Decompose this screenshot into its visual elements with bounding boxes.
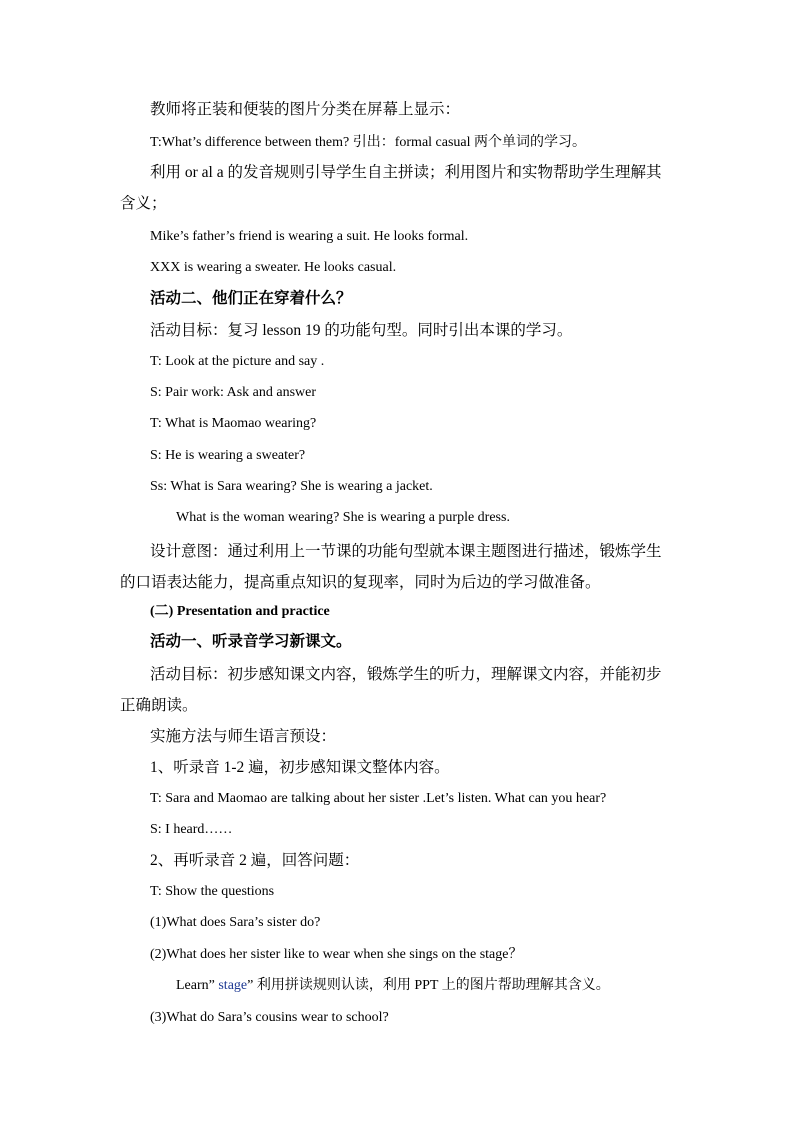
text-paragraph-3: 利用 or al a 的发音规则引导学生自主拼读；利用图片和实物帮助学生理解其含义； (120, 164, 662, 212)
text-line-method: 实施方法与师生语言预设： (150, 728, 337, 745)
learn-word: stage (218, 978, 248, 993)
question-3: (3)What do Sara’s cousins wear to school? (150, 1010, 389, 1025)
text-paragraph-design-intent: 设计意图：通过利用上一节课的功能句型就本课主题图进行描述，锻炼学生的口语表达能力，提高重点知识的复现率，同时为后边的学习做准备。 (120, 543, 662, 591)
section-heading-activity-1: 活动一、听录音学习新课文。 (150, 633, 352, 650)
section-heading-presentation: (二) Presentation and practice (150, 604, 330, 619)
text-line-5: XXX is wearing a sweater. He looks casual. (150, 260, 397, 275)
text-line-10: T: What is Maomao wearing? (150, 416, 317, 431)
text-line-student-1: S: I heard…… (150, 822, 233, 837)
text-line-8: T: Look at the picture and say . (150, 354, 325, 369)
text-line-7: 活动目标：复习 lesson 19 的功能句型。同时引出本课的学习。 (150, 322, 573, 339)
text-line-show-questions: T: Show the questions (150, 884, 275, 899)
text-line-step-2: 2、再听录音 2 遍，回答问题： (150, 852, 360, 869)
text-line-9: S: Pair work: Ask and answer (150, 385, 317, 400)
text-line-learn-stage: Learn” stage” 利用拼读规则认读，利用 PPT 上的图片帮助理解其含义。 (176, 978, 610, 993)
text-line-11: S: He is wearing a sweater? (150, 448, 306, 463)
text-line-step-1: 1、听录音 1-2 遍，初步感知课文整体内容。 (150, 759, 450, 776)
question-2: (2)What does her sister like to wear when she sings on the stage？ (150, 947, 523, 962)
text-line-teacher-1: T: Sara and Maomao are talking about her sister .Let’s listen. What can you hear? (150, 791, 607, 806)
text-line-13: What is the woman wearing? She is wearing a purple dress. (176, 510, 510, 525)
section-heading-activity-2: 活动二、他们正在穿着什么？ (150, 290, 352, 307)
text-line-1: 教师将正装和便装的图片分类在屏幕上显示： (150, 101, 461, 118)
text-line-2: T:What’s difference between them? 引出：formal casual 两个单词的学习。 (150, 135, 587, 150)
question-1: (1)What does Sara’s sister do? (150, 915, 321, 930)
text-line-4: Mike’s father’s friend is wearing a suit. He looks formal. (150, 229, 469, 244)
text-line-12: Ss: What is Sara wearing? She is wearing a jacket. (150, 479, 433, 494)
text-paragraph-activity-goal: 活动目标：初步感知课文内容，锻炼学生的听力，理解课文内容，并能初步正确朗读。 (120, 666, 662, 714)
